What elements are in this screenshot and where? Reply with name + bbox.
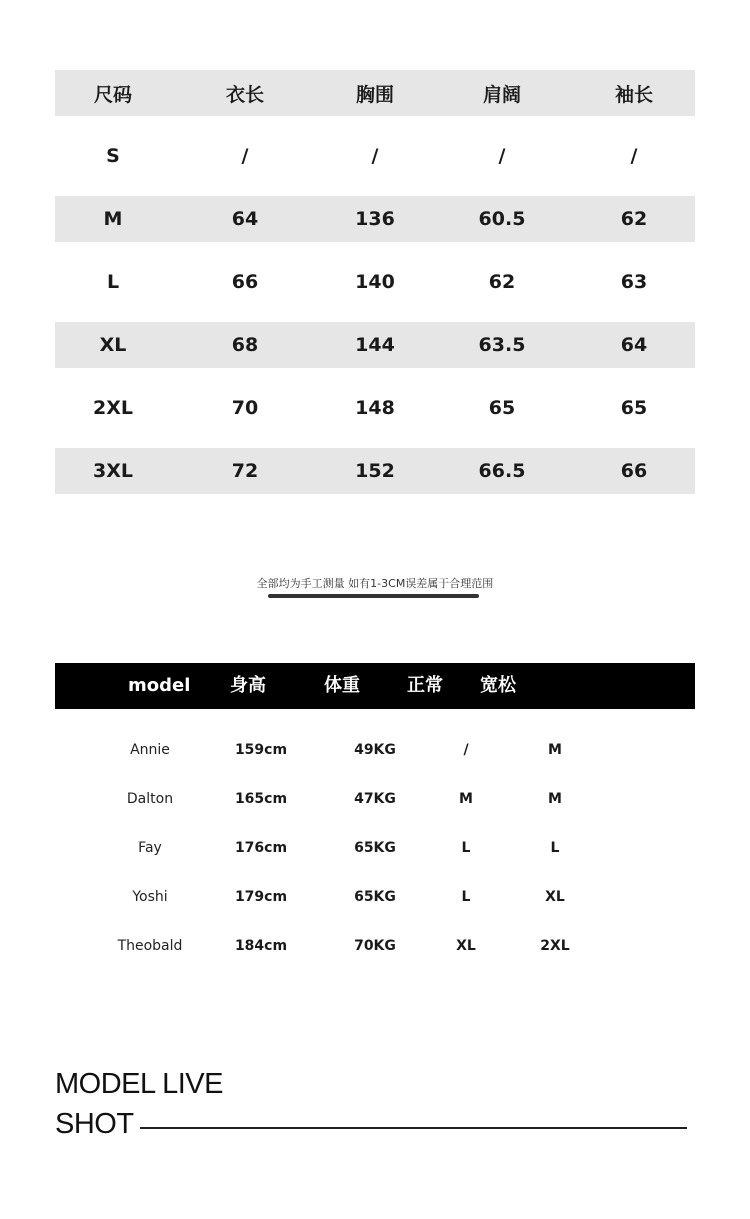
header-size: 尺码 xyxy=(93,83,132,106)
model-row-yoshi xyxy=(0,889,750,909)
model-name: Theobald xyxy=(117,938,183,954)
live-title-line-1: MODEL LIVE xyxy=(55,1068,223,1100)
size-row-m xyxy=(55,196,695,242)
model-loose-size: 2XL xyxy=(540,938,570,954)
model-normal-size: M xyxy=(459,791,473,807)
cell-chest: 152 xyxy=(355,460,395,482)
model-table-header xyxy=(55,663,695,709)
model-height: 176cm xyxy=(234,840,288,856)
size-row-xl xyxy=(55,322,695,368)
cell-shoulder: 63.5 xyxy=(478,334,526,356)
size-row-s xyxy=(55,116,695,196)
cell-sleeve: 62 xyxy=(620,208,648,230)
cell-sleeve: 65 xyxy=(620,397,648,419)
model-name: Fay xyxy=(138,840,162,856)
cell-chest: 144 xyxy=(355,334,395,356)
cell-shoulder: 62 xyxy=(488,271,516,293)
model-loose-size: M xyxy=(548,791,562,807)
model-loose-size: XL xyxy=(545,889,565,905)
size-row-2xl xyxy=(55,368,695,448)
size-row-3xl xyxy=(55,448,695,494)
model-row-theobald xyxy=(0,938,750,958)
cell-chest: / xyxy=(371,145,379,167)
header-shoulder: 肩阔 xyxy=(482,83,521,106)
cell-shoulder: / xyxy=(498,145,506,167)
model-normal-size: XL xyxy=(456,938,476,954)
model-row-fay xyxy=(0,840,750,860)
cell-sleeve: / xyxy=(630,145,638,167)
cell-sleeve: 63 xyxy=(620,271,648,293)
header-normal-fit: 正常 xyxy=(407,675,443,696)
model-row-dalton xyxy=(0,791,750,811)
header-chest: 胸围 xyxy=(355,83,394,106)
cell-chest: 140 xyxy=(355,271,395,293)
model-height: 165cm xyxy=(234,791,288,807)
cell-shoulder: 65 xyxy=(488,397,516,419)
cell-length: 68 xyxy=(231,334,259,356)
measurement-note: 全部均为手工测量 如有1-3CM误差属于合理范围 xyxy=(256,577,494,590)
live-title-line-2: SHOT xyxy=(55,1108,134,1140)
model-height: 179cm xyxy=(234,889,288,905)
header-weight: 体重 xyxy=(324,675,360,696)
size-row-l xyxy=(55,242,695,322)
model-weight: 65KG xyxy=(354,889,396,905)
model-normal-size: L xyxy=(461,840,471,856)
model-name: Dalton xyxy=(126,791,174,807)
header-model: model xyxy=(128,675,191,696)
model-row-annie xyxy=(0,742,750,762)
model-normal-size: L xyxy=(461,889,471,905)
cell-size: S xyxy=(106,145,120,167)
cell-size: 2XL xyxy=(93,397,133,419)
cell-length: / xyxy=(241,145,249,167)
cell-size: L xyxy=(106,271,120,293)
cell-shoulder: 66.5 xyxy=(478,460,526,482)
size-chart-table xyxy=(55,70,695,494)
note-underline xyxy=(268,594,479,598)
header-length: 衣长 xyxy=(225,83,264,106)
header-sleeve: 袖长 xyxy=(614,83,653,106)
model-height: 159cm xyxy=(234,742,288,758)
cell-length: 70 xyxy=(231,397,259,419)
model-weight: 70KG xyxy=(354,938,396,954)
cell-sleeve: 64 xyxy=(620,334,648,356)
model-height: 184cm xyxy=(234,938,288,954)
cell-length: 72 xyxy=(231,460,259,482)
model-loose-size: L xyxy=(550,840,560,856)
header-loose-fit: 宽松 xyxy=(480,675,516,696)
live-title-rule xyxy=(140,1127,687,1129)
model-weight: 65KG xyxy=(354,840,396,856)
model-live-shot-title xyxy=(55,1064,223,1144)
cell-length: 66 xyxy=(231,271,259,293)
header-height: 身高 xyxy=(230,675,266,696)
cell-shoulder: 60.5 xyxy=(478,208,526,230)
model-weight: 47KG xyxy=(354,791,396,807)
model-name: Annie xyxy=(130,742,170,758)
size-chart-header-row xyxy=(55,70,695,116)
cell-sleeve: 66 xyxy=(620,460,648,482)
cell-chest: 136 xyxy=(355,208,395,230)
cell-size: XL xyxy=(99,334,127,356)
model-weight: 49KG xyxy=(354,742,396,758)
cell-size: M xyxy=(103,208,123,230)
cell-length: 64 xyxy=(231,208,259,230)
model-normal-size: / xyxy=(463,742,469,758)
cell-size: 3XL xyxy=(93,460,133,482)
model-loose-size: M xyxy=(548,742,562,758)
model-name: Yoshi xyxy=(132,889,168,905)
cell-chest: 148 xyxy=(355,397,395,419)
